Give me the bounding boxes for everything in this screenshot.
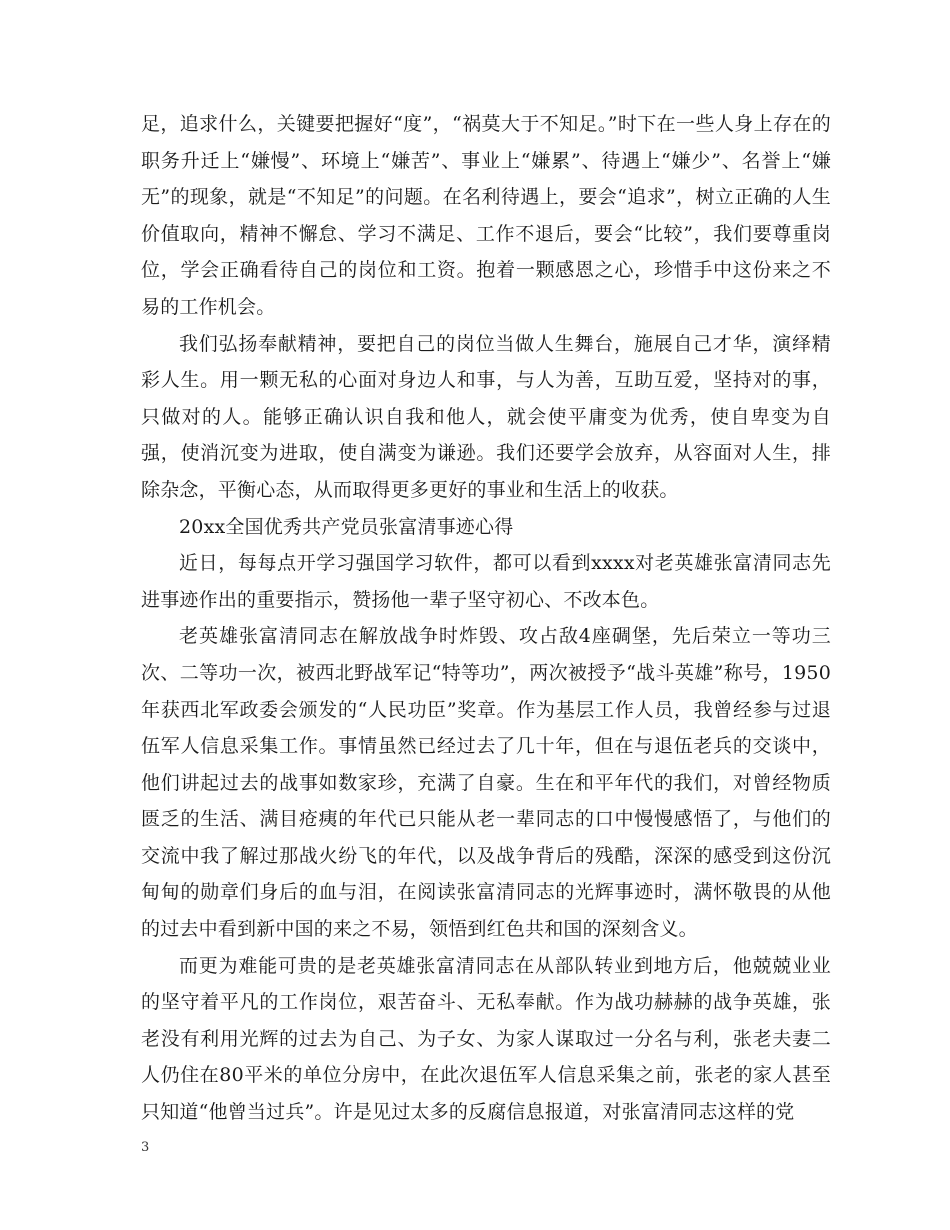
paragraph-continued: 足，追求什么，关键要把握好“度”，“祸莫大于不知足。”时下在一些人身上存在的职务升迁上“嫌慢”、环境上“嫌苦”、事业上“嫌累”、待遇上“嫌少”、名誉上“嫌无”的现象，就是“不知足”的问题。在名利待遇上，要会“追求”，树立正确的人生价值取向，精神不懈怠、学习不满足、工作不退后，要会“比较”，我们要尊重岗位，学会正确看待自己的岗位和工资。抱着一颗感恩之心，珍惜手中这份来之不易的工作机会。 (141, 113, 831, 318)
paragraph-dedication: 我们弘扬奉献精神，要把自己的岗位当做人生舞台，施展自己才华，演绎精彩人生。用一颗无私的心面对身边人和事，与人为善，互助互爱，坚持对的事，只做对的人。能够正确认识自我和他人，就会使平庸变为优秀，使自卑变为自强，使消沉变为进取，使自满变为谦逊。我们还要学会放弃，从容面对人生，排除杂念，平衡心态，从而取得更多更好的事业和生活上的收获。 (141, 332, 831, 501)
document-body (141, 106, 831, 1131)
page-number: 3 (141, 1140, 150, 1155)
paragraph-after-service: 而更为难能可贵的是老英雄张富清同志在从部队转业到地方后，他兢兢业业的坚守着平凡的工作岗位，艰苦奋斗、无私奉献。作为战功赫赫的战争英雄，张老没有利用光辉的过去为自己、为子女、为家人谋取过一分名与利，张老夫妻二人仍住在80平米的单位分房中，在此次退伍军人信息采集之前，张老的家人甚至只知道“他曾当过兵”。许是见过太多的反腐信息报道，对张富清同志这样的党 (141, 954, 831, 1124)
section-heading: 20xx全国优秀共产党员张富清事迹心得 (179, 515, 514, 538)
paragraph-intro: 近日，每每点开学习强国学习软件，都可以看到xxxx对老英雄张富清同志先进事迹作出的重要指示，赞扬他一辈子坚守初心、不改本色。 (141, 552, 831, 611)
paragraph-hero-deeds: 老英雄张富清同志在解放战争时炸毁、攻占敌4座碉堡，先后荣立一等功三次、二等功一次，被西北野战军记“特等功”，两次被授予“战斗英雄”称号，1950年获西北军政委会颁发的“人民功臣”奖章。作为基层工作人员，我曾经参与过退伍军人信息采集工作。事情虽然已经过去了几十年，但在与退伍老兵的交谈中，他们讲起过去的战事如数家珍，充满了自豪。生在和平年代的我们，对曾经物质匮乏的生活、满目疮痍的年代已只能从老一辈同志的口中慢慢感悟了，与他们的交流中我了解过那战火纷飞的年代，以及战争背后的残酷，深深的感受到这份沉甸甸的勋章们身后的血与泪，在阅读张富清同志的光辉事迹时，满怀敬畏的从他的过去中看到新中国的来之不易，领悟到红色共和国的深刻含义。 (141, 625, 831, 941)
